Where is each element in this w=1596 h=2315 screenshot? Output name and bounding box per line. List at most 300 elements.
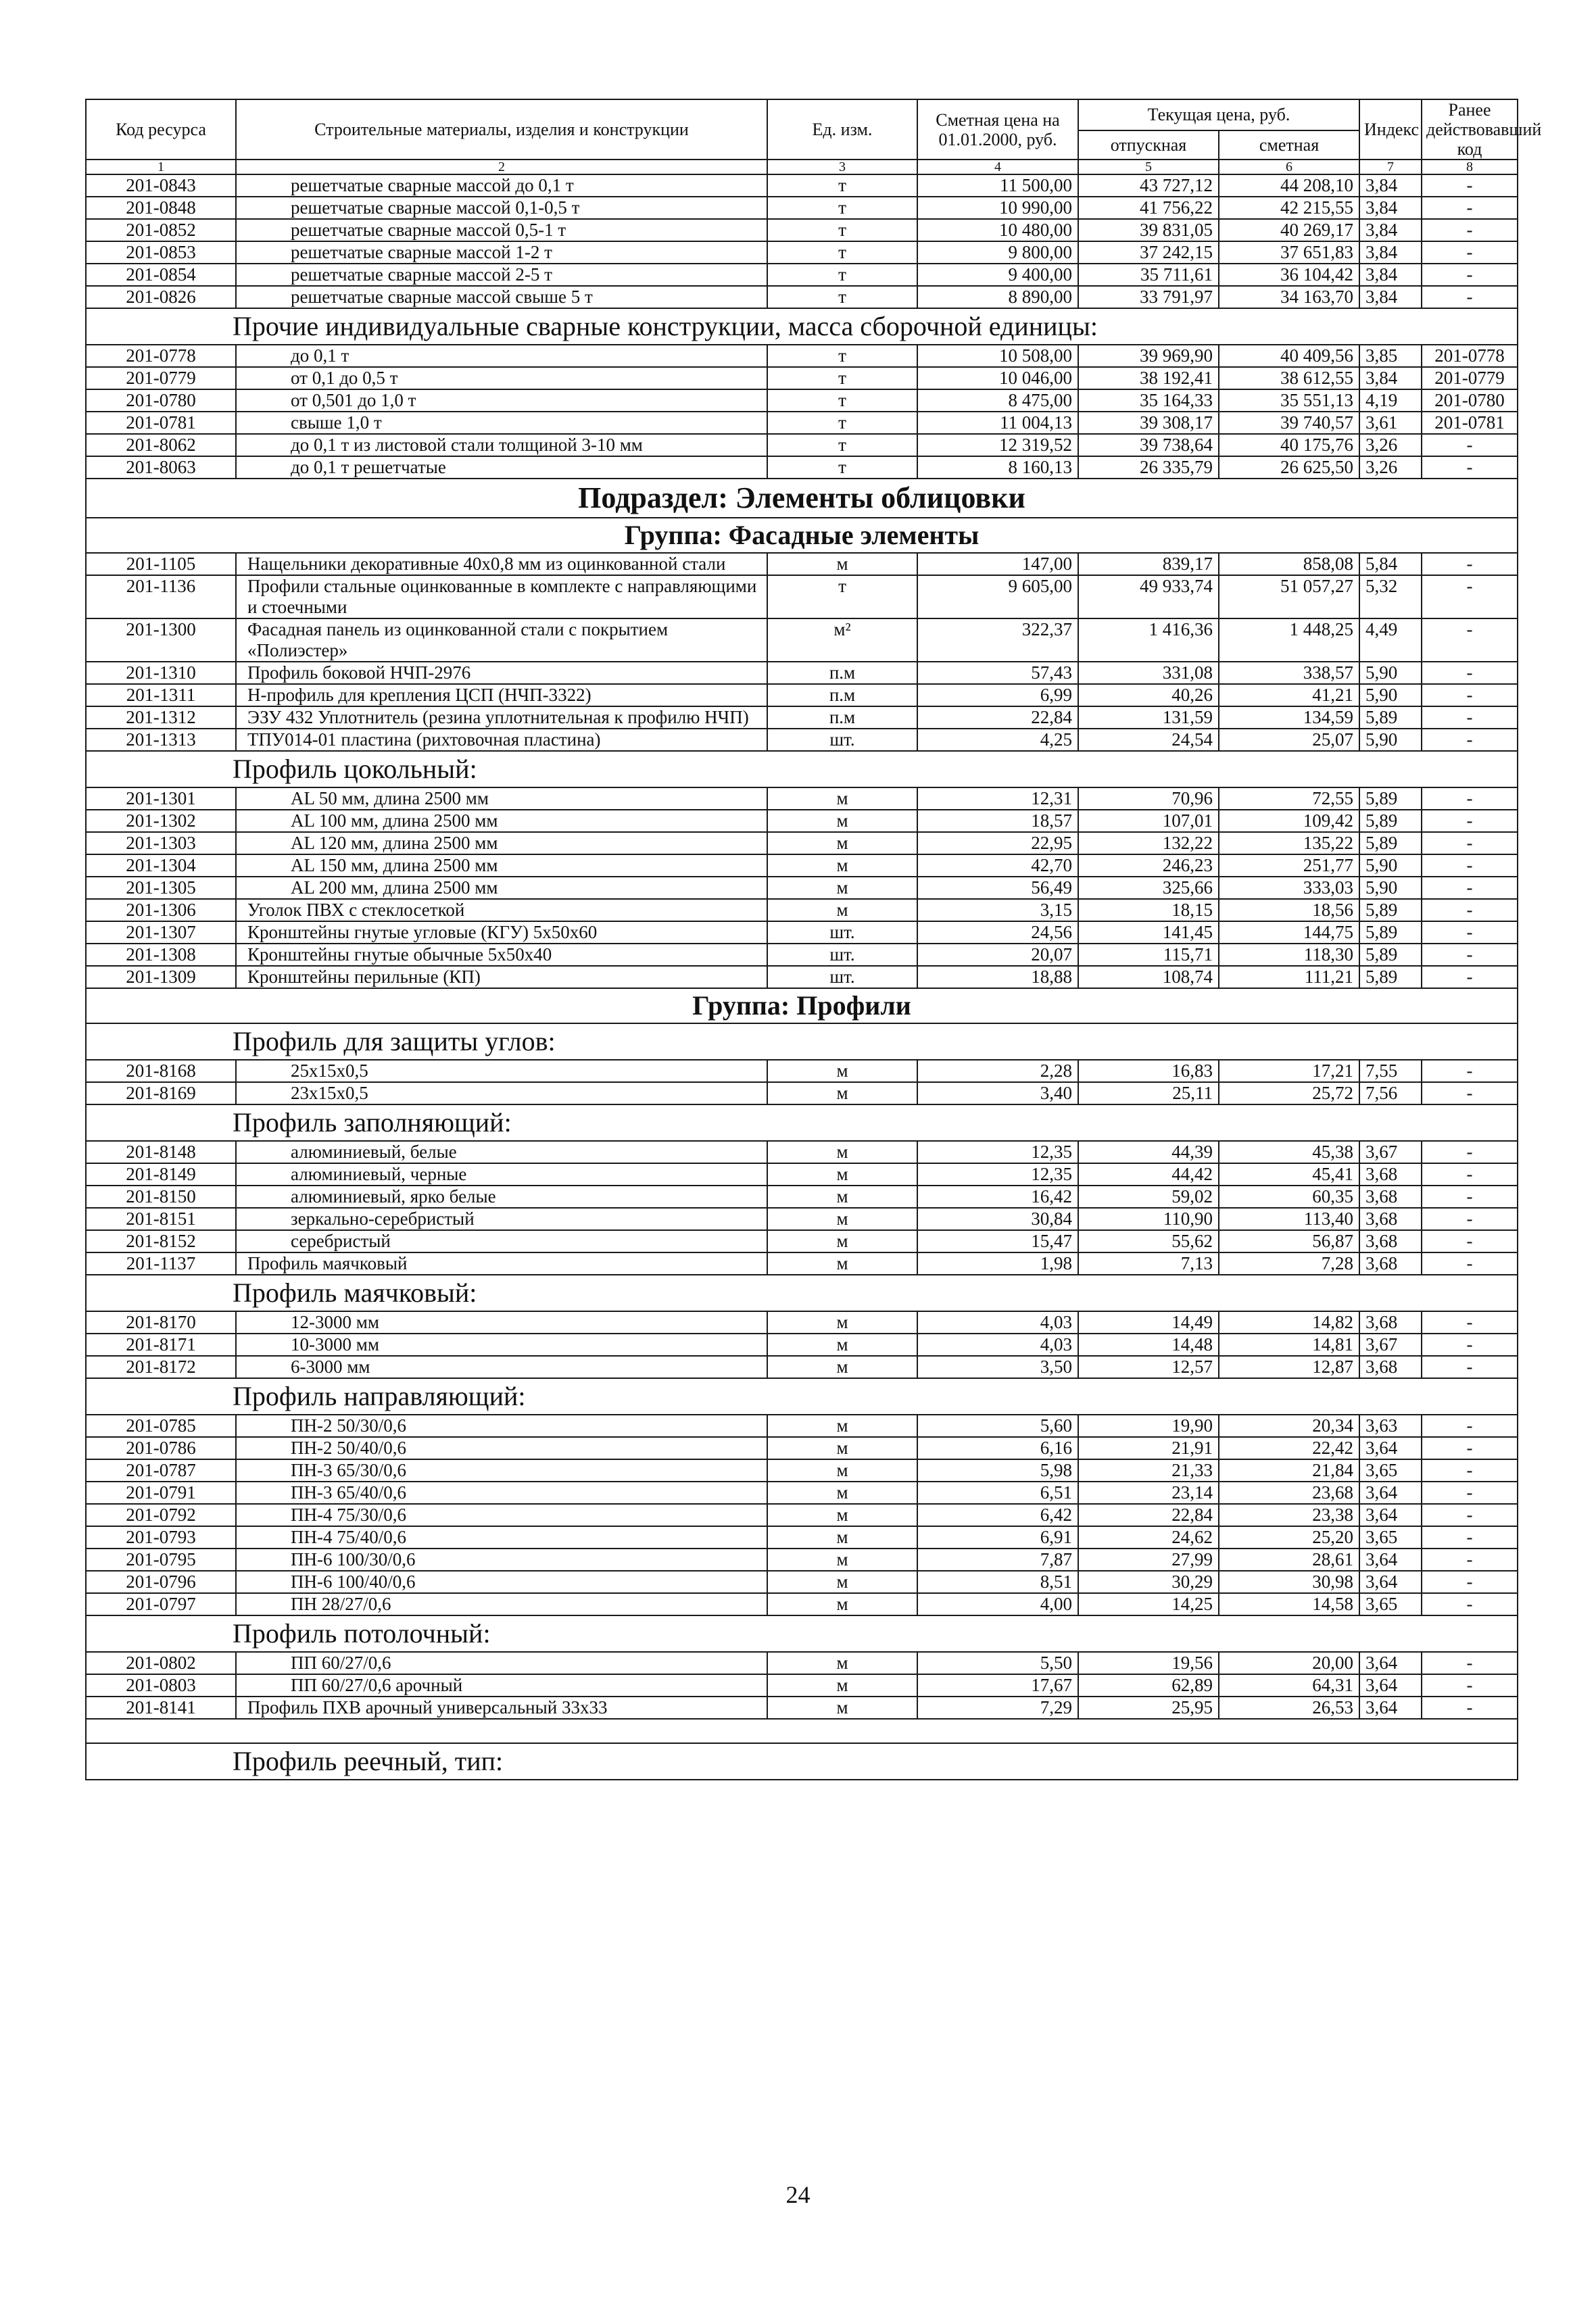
base-price: 4,03 bbox=[917, 1334, 1078, 1356]
table-row bbox=[86, 662, 1518, 684]
resource-code: 201-0797 bbox=[86, 1593, 236, 1615]
material-name: 12-3000 мм bbox=[236, 1311, 767, 1334]
estimate-price: 35 551,13 bbox=[1219, 389, 1359, 412]
resource-code: 201-0853 bbox=[86, 241, 236, 264]
release-price: 39 308,17 bbox=[1078, 412, 1219, 434]
estimate-price: 20,34 bbox=[1219, 1415, 1359, 1437]
material-name: решетчатые сварные массой 1-2 т bbox=[236, 241, 767, 264]
material-name: до 0,1 т из листовой стали толщиной 3-10 мм bbox=[236, 434, 767, 456]
release-price: 16,83 bbox=[1078, 1060, 1219, 1082]
table-row bbox=[86, 174, 1518, 197]
unit-of-measure: т bbox=[767, 389, 917, 412]
previous-code: - bbox=[1422, 219, 1518, 241]
material-name: зеркально-серебристый bbox=[236, 1208, 767, 1230]
subsection-row bbox=[86, 1378, 1518, 1415]
col-number: 7 bbox=[1359, 160, 1422, 174]
resource-code: 201-0780 bbox=[86, 389, 236, 412]
previous-code: - bbox=[1422, 966, 1518, 988]
release-price: 24,54 bbox=[1078, 729, 1219, 751]
previous-code: 201-0781 bbox=[1422, 412, 1518, 434]
previous-code: - bbox=[1422, 729, 1518, 751]
material-name: 10-3000 мм bbox=[236, 1334, 767, 1356]
release-price: 22,84 bbox=[1078, 1504, 1219, 1526]
price-index: 7,55 bbox=[1359, 1060, 1422, 1082]
resource-code: 201-1306 bbox=[86, 899, 236, 921]
estimate-price: 60,35 bbox=[1219, 1186, 1359, 1208]
table-row bbox=[86, 389, 1518, 412]
blank-row bbox=[86, 1719, 1518, 1743]
resource-code: 201-0792 bbox=[86, 1504, 236, 1526]
release-price: 70,96 bbox=[1078, 787, 1219, 810]
release-price: 33 791,97 bbox=[1078, 286, 1219, 308]
price-index: 5,32 bbox=[1359, 575, 1422, 618]
subsection-row bbox=[86, 1275, 1518, 1311]
group-title: Группа: Фасадные элементы bbox=[86, 518, 1518, 553]
estimate-price: 38 612,55 bbox=[1219, 367, 1359, 389]
col-header-code: Код ресурса bbox=[86, 99, 236, 160]
release-price: 55,62 bbox=[1078, 1230, 1219, 1252]
estimate-price: 14,82 bbox=[1219, 1311, 1359, 1334]
unit-of-measure: м bbox=[767, 1186, 917, 1208]
estimate-price: 39 740,57 bbox=[1219, 412, 1359, 434]
estimate-price: 40 269,17 bbox=[1219, 219, 1359, 241]
resource-code: 201-0852 bbox=[86, 219, 236, 241]
price-index: 5,90 bbox=[1359, 684, 1422, 706]
table-row bbox=[86, 456, 1518, 479]
previous-code: - bbox=[1422, 1163, 1518, 1186]
base-price: 322,37 bbox=[917, 618, 1078, 662]
base-price: 12,31 bbox=[917, 787, 1078, 810]
estimate-price: 20,00 bbox=[1219, 1652, 1359, 1674]
material-name: от 0,501 до 1,0 т bbox=[236, 389, 767, 412]
base-price: 7,29 bbox=[917, 1697, 1078, 1719]
release-price: 110,90 bbox=[1078, 1208, 1219, 1230]
estimate-price: 72,55 bbox=[1219, 787, 1359, 810]
base-price: 5,50 bbox=[917, 1652, 1078, 1674]
table-row bbox=[86, 1186, 1518, 1208]
base-price: 10 480,00 bbox=[917, 219, 1078, 241]
estimate-price: 118,30 bbox=[1219, 944, 1359, 966]
previous-code: - bbox=[1422, 832, 1518, 854]
estimate-price: 14,58 bbox=[1219, 1593, 1359, 1615]
table-row bbox=[86, 553, 1518, 575]
base-price: 42,70 bbox=[917, 854, 1078, 877]
base-price: 147,00 bbox=[917, 553, 1078, 575]
base-price: 12,35 bbox=[917, 1141, 1078, 1163]
base-price: 9 605,00 bbox=[917, 575, 1078, 618]
unit-of-measure: м bbox=[767, 1208, 917, 1230]
previous-code: - bbox=[1422, 1356, 1518, 1378]
resource-code: 201-0848 bbox=[86, 197, 236, 219]
release-price: 108,74 bbox=[1078, 966, 1219, 988]
resource-code: 201-8151 bbox=[86, 1208, 236, 1230]
resource-code: 201-8063 bbox=[86, 456, 236, 479]
base-price: 22,84 bbox=[917, 706, 1078, 729]
base-price: 4,03 bbox=[917, 1311, 1078, 1334]
estimate-price: 18,56 bbox=[1219, 899, 1359, 921]
material-name: Нащельники декоративные 40х0,8 мм из оцинкованной стали bbox=[236, 553, 767, 575]
table-row bbox=[86, 854, 1518, 877]
estimate-price: 111,21 bbox=[1219, 966, 1359, 988]
price-index: 3,64 bbox=[1359, 1482, 1422, 1504]
material-name: решетчатые сварные массой 2-5 т bbox=[236, 264, 767, 286]
release-price: 39 969,90 bbox=[1078, 345, 1219, 367]
previous-code: - bbox=[1422, 1697, 1518, 1719]
resource-code: 201-8149 bbox=[86, 1163, 236, 1186]
column-numbers-row bbox=[86, 160, 1518, 174]
previous-code: - bbox=[1422, 944, 1518, 966]
table-row bbox=[86, 1252, 1518, 1275]
unit-of-measure: м bbox=[767, 1571, 917, 1593]
table-body bbox=[86, 174, 1518, 1780]
resource-code: 201-0786 bbox=[86, 1437, 236, 1459]
group-row bbox=[86, 518, 1518, 553]
base-price: 12 319,52 bbox=[917, 434, 1078, 456]
release-price: 7,13 bbox=[1078, 1252, 1219, 1275]
unit-of-measure: м bbox=[767, 832, 917, 854]
base-price: 18,88 bbox=[917, 966, 1078, 988]
price-index: 3,65 bbox=[1359, 1526, 1422, 1549]
unit-of-measure: шт. bbox=[767, 729, 917, 751]
resource-code: 201-1309 bbox=[86, 966, 236, 988]
previous-code: 201-0779 bbox=[1422, 367, 1518, 389]
price-index: 5,84 bbox=[1359, 553, 1422, 575]
estimate-price: 338,57 bbox=[1219, 662, 1359, 684]
resource-code: 201-0802 bbox=[86, 1652, 236, 1674]
material-name: ПН 28/27/0,6 bbox=[236, 1593, 767, 1615]
page-number: 24 bbox=[785, 2181, 811, 2208]
price-index: 3,68 bbox=[1359, 1311, 1422, 1334]
unit-of-measure: м bbox=[767, 553, 917, 575]
base-price: 17,67 bbox=[917, 1674, 1078, 1697]
release-price: 115,71 bbox=[1078, 944, 1219, 966]
material-name: ПН-4 75/40/0,6 bbox=[236, 1526, 767, 1549]
unit-of-measure: т bbox=[767, 286, 917, 308]
estimate-price: 26,53 bbox=[1219, 1697, 1359, 1719]
col-header-index: Индекс bbox=[1359, 99, 1422, 160]
resource-code: 201-0779 bbox=[86, 367, 236, 389]
price-index: 5,89 bbox=[1359, 787, 1422, 810]
resource-code: 201-0803 bbox=[86, 1674, 236, 1697]
material-name: Профиль боковой НЧП-2976 bbox=[236, 662, 767, 684]
unit-of-measure: м bbox=[767, 1252, 917, 1275]
col-number: 4 bbox=[917, 160, 1078, 174]
previous-code: - bbox=[1422, 1415, 1518, 1437]
unit-of-measure: т bbox=[767, 575, 917, 618]
material-name: до 0,1 т решетчатые bbox=[236, 456, 767, 479]
subsection-row bbox=[86, 1615, 1518, 1652]
material-name: решетчатые сварные массой 0,5-1 т bbox=[236, 219, 767, 241]
estimate-price: 7,28 bbox=[1219, 1252, 1359, 1275]
resource-code: 201-1136 bbox=[86, 575, 236, 618]
previous-code: - bbox=[1422, 618, 1518, 662]
table-row bbox=[86, 1652, 1518, 1674]
resource-code: 201-1312 bbox=[86, 706, 236, 729]
previous-code: - bbox=[1422, 684, 1518, 706]
resource-code: 201-1304 bbox=[86, 854, 236, 877]
material-name: Профиль маячковый bbox=[236, 1252, 767, 1275]
price-index: 4,19 bbox=[1359, 389, 1422, 412]
unit-of-measure: м bbox=[767, 1549, 917, 1571]
estimate-price: 56,87 bbox=[1219, 1230, 1359, 1252]
release-price: 14,49 bbox=[1078, 1311, 1219, 1334]
price-index: 3,84 bbox=[1359, 174, 1422, 197]
material-name: 6-3000 мм bbox=[236, 1356, 767, 1378]
previous-code: - bbox=[1422, 662, 1518, 684]
subsection-title: Профиль потолочный: bbox=[86, 1615, 1518, 1652]
table-row bbox=[86, 264, 1518, 286]
estimate-price: 34 163,70 bbox=[1219, 286, 1359, 308]
previous-code: - bbox=[1422, 1082, 1518, 1104]
estimate-price: 1 448,25 bbox=[1219, 618, 1359, 662]
resource-code: 201-1300 bbox=[86, 618, 236, 662]
price-index: 3,68 bbox=[1359, 1252, 1422, 1275]
unit-of-measure: т bbox=[767, 241, 917, 264]
previous-code: - bbox=[1422, 1252, 1518, 1275]
unit-of-measure: м bbox=[767, 1652, 917, 1674]
price-index: 5,89 bbox=[1359, 706, 1422, 729]
resource-code: 201-1307 bbox=[86, 921, 236, 944]
previous-code: - bbox=[1422, 1571, 1518, 1593]
estimate-price: 25,72 bbox=[1219, 1082, 1359, 1104]
estimate-price: 36 104,42 bbox=[1219, 264, 1359, 286]
previous-code: - bbox=[1422, 1311, 1518, 1334]
resource-code: 201-0843 bbox=[86, 174, 236, 197]
resource-code: 201-0826 bbox=[86, 286, 236, 308]
material-name: ПП 60/27/0,6 bbox=[236, 1652, 767, 1674]
resource-code: 201-0781 bbox=[86, 412, 236, 434]
release-price: 132,22 bbox=[1078, 832, 1219, 854]
base-price: 7,87 bbox=[917, 1549, 1078, 1571]
estimate-price: 44 208,10 bbox=[1219, 174, 1359, 197]
table-row bbox=[86, 1549, 1518, 1571]
price-index: 5,90 bbox=[1359, 729, 1422, 751]
estimate-price: 134,59 bbox=[1219, 706, 1359, 729]
subsection-row bbox=[86, 1743, 1518, 1780]
previous-code: - bbox=[1422, 434, 1518, 456]
release-price: 62,89 bbox=[1078, 1674, 1219, 1697]
table-row bbox=[86, 787, 1518, 810]
table-row bbox=[86, 966, 1518, 988]
release-price: 49 933,74 bbox=[1078, 575, 1219, 618]
subsection-row bbox=[86, 308, 1518, 345]
price-index: 3,67 bbox=[1359, 1141, 1422, 1163]
resource-code: 201-0854 bbox=[86, 264, 236, 286]
estimate-price: 37 651,83 bbox=[1219, 241, 1359, 264]
base-price: 11 004,13 bbox=[917, 412, 1078, 434]
material-name: Кронштейны гнутые угловые (КГУ) 5х50х60 bbox=[236, 921, 767, 944]
previous-code: - bbox=[1422, 553, 1518, 575]
resource-code: 201-8168 bbox=[86, 1060, 236, 1082]
col-number: 2 bbox=[236, 160, 767, 174]
price-index: 5,90 bbox=[1359, 662, 1422, 684]
previous-code: - bbox=[1422, 456, 1518, 479]
material-name: ПН-4 75/30/0,6 bbox=[236, 1504, 767, 1526]
price-index: 3,64 bbox=[1359, 1437, 1422, 1459]
resource-code: 201-0793 bbox=[86, 1526, 236, 1549]
estimate-price: 14,81 bbox=[1219, 1334, 1359, 1356]
price-index: 3,84 bbox=[1359, 197, 1422, 219]
unit-of-measure: м bbox=[767, 1060, 917, 1082]
base-price: 6,42 bbox=[917, 1504, 1078, 1526]
price-index: 3,65 bbox=[1359, 1593, 1422, 1615]
unit-of-measure: м bbox=[767, 1311, 917, 1334]
material-name: Н-профиль для крепления ЦСП (НЧП-3322) bbox=[236, 684, 767, 706]
base-price: 8,51 bbox=[917, 1571, 1078, 1593]
price-table bbox=[85, 99, 1542, 1780]
release-price: 43 727,12 bbox=[1078, 174, 1219, 197]
price-index: 3,64 bbox=[1359, 1697, 1422, 1719]
table-row bbox=[86, 412, 1518, 434]
material-name: Кронштейны перильные (КП) bbox=[236, 966, 767, 988]
price-index: 3,84 bbox=[1359, 286, 1422, 308]
release-price: 18,15 bbox=[1078, 899, 1219, 921]
resource-code: 201-0785 bbox=[86, 1415, 236, 1437]
resource-code: 201-8148 bbox=[86, 1141, 236, 1163]
price-index: 5,89 bbox=[1359, 810, 1422, 832]
previous-code: - bbox=[1422, 1482, 1518, 1504]
col-header-unit: Ед. изм. bbox=[767, 99, 917, 160]
release-price: 37 242,15 bbox=[1078, 241, 1219, 264]
material-name: алюминиевый, ярко белые bbox=[236, 1186, 767, 1208]
unit-of-measure: т bbox=[767, 197, 917, 219]
price-index: 3,68 bbox=[1359, 1208, 1422, 1230]
unit-of-measure: т bbox=[767, 412, 917, 434]
release-price: 21,91 bbox=[1078, 1437, 1219, 1459]
unit-of-measure: м bbox=[767, 1482, 917, 1504]
release-price: 35 164,33 bbox=[1078, 389, 1219, 412]
table-row bbox=[86, 810, 1518, 832]
base-price: 3,15 bbox=[917, 899, 1078, 921]
estimate-price: 22,42 bbox=[1219, 1437, 1359, 1459]
unit-of-measure: п.м bbox=[767, 706, 917, 729]
previous-code: - bbox=[1422, 286, 1518, 308]
release-price: 35 711,61 bbox=[1078, 264, 1219, 286]
estimate-price: 40 175,76 bbox=[1219, 434, 1359, 456]
material-name: AL 100 мм, длина 2500 мм bbox=[236, 810, 767, 832]
price-index: 5,89 bbox=[1359, 944, 1422, 966]
unit-of-measure: т bbox=[767, 264, 917, 286]
material-name: ТПУ014-01 пластина (рихтовочная пластина) bbox=[236, 729, 767, 751]
subsection-title: Прочие индивидуальные сварные конструкции, масса сборочной единицы: bbox=[86, 308, 1518, 345]
price-index: 3,84 bbox=[1359, 264, 1422, 286]
material-name: решетчатые сварные массой свыше 5 т bbox=[236, 286, 767, 308]
base-price: 3,40 bbox=[917, 1082, 1078, 1104]
table-row bbox=[86, 1459, 1518, 1482]
previous-code: - bbox=[1422, 1186, 1518, 1208]
resource-code: 201-8169 bbox=[86, 1082, 236, 1104]
previous-code: - bbox=[1422, 1230, 1518, 1252]
unit-of-measure: м bbox=[767, 1504, 917, 1526]
table-row bbox=[86, 1415, 1518, 1437]
col-header-current-price: Текущая цена, руб. bbox=[1078, 99, 1359, 130]
subsection-title: Профиль цокольный: bbox=[86, 751, 1518, 787]
estimate-price: 30,98 bbox=[1219, 1571, 1359, 1593]
base-price: 10 990,00 bbox=[917, 197, 1078, 219]
estimate-price: 25,07 bbox=[1219, 729, 1359, 751]
subsection-title: Профиль заполняющий: bbox=[86, 1104, 1518, 1141]
unit-of-measure: м bbox=[767, 1163, 917, 1186]
price-index: 3,26 bbox=[1359, 434, 1422, 456]
resource-code: 201-1311 bbox=[86, 684, 236, 706]
unit-of-measure: м bbox=[767, 1674, 917, 1697]
previous-code: - bbox=[1422, 810, 1518, 832]
resource-code: 201-8150 bbox=[86, 1186, 236, 1208]
col-header-release: отпускная bbox=[1078, 130, 1219, 160]
unit-of-measure: м bbox=[767, 1141, 917, 1163]
release-price: 23,14 bbox=[1078, 1482, 1219, 1504]
unit-of-measure: м bbox=[767, 1459, 917, 1482]
previous-code: - bbox=[1422, 1060, 1518, 1082]
table-row bbox=[86, 1571, 1518, 1593]
release-price: 40,26 bbox=[1078, 684, 1219, 706]
table-row bbox=[86, 367, 1518, 389]
estimate-price: 25,20 bbox=[1219, 1526, 1359, 1549]
price-index: 3,65 bbox=[1359, 1459, 1422, 1482]
subdivision-title: Подраздел: Элементы облицовки bbox=[86, 479, 1518, 518]
price-index: 3,61 bbox=[1359, 412, 1422, 434]
price-index: 3,26 bbox=[1359, 456, 1422, 479]
release-price: 14,25 bbox=[1078, 1593, 1219, 1615]
unit-of-measure: шт. bbox=[767, 944, 917, 966]
base-price: 10 046,00 bbox=[917, 367, 1078, 389]
release-price: 131,59 bbox=[1078, 706, 1219, 729]
price-index: 3,68 bbox=[1359, 1163, 1422, 1186]
table-row bbox=[86, 241, 1518, 264]
base-price: 3,50 bbox=[917, 1356, 1078, 1378]
release-price: 25,11 bbox=[1078, 1082, 1219, 1104]
resource-code: 201-8171 bbox=[86, 1334, 236, 1356]
estimate-price: 23,38 bbox=[1219, 1504, 1359, 1526]
unit-of-measure: шт. bbox=[767, 921, 917, 944]
previous-code: - bbox=[1422, 1549, 1518, 1571]
table-row bbox=[86, 1437, 1518, 1459]
estimate-price: 45,38 bbox=[1219, 1141, 1359, 1163]
material-name: ПН-6 100/40/0,6 bbox=[236, 1571, 767, 1593]
release-price: 25,95 bbox=[1078, 1697, 1219, 1719]
unit-of-measure: м bbox=[767, 1334, 917, 1356]
col-number: 5 bbox=[1078, 160, 1219, 174]
subsection-row bbox=[86, 1104, 1518, 1141]
price-index: 5,90 bbox=[1359, 854, 1422, 877]
table-row bbox=[86, 1697, 1518, 1719]
material-name: Фасадная панель из оцинкованной стали с покрытием «Полиэстер» bbox=[236, 618, 767, 662]
previous-code: - bbox=[1422, 1459, 1518, 1482]
base-price: 8 475,00 bbox=[917, 389, 1078, 412]
col-header-base-price: Сметная цена на 01.01.2000, руб. bbox=[917, 99, 1078, 160]
material-name: ЭЗУ 432 Уплотнитель (резина уплотнительная к профилю НЧП) bbox=[236, 706, 767, 729]
release-price: 30,29 bbox=[1078, 1571, 1219, 1593]
base-price: 22,95 bbox=[917, 832, 1078, 854]
unit-of-measure: м bbox=[767, 1593, 917, 1615]
release-price: 14,48 bbox=[1078, 1334, 1219, 1356]
price-index: 3,64 bbox=[1359, 1549, 1422, 1571]
resource-code: 201-0791 bbox=[86, 1482, 236, 1504]
estimate-price: 113,40 bbox=[1219, 1208, 1359, 1230]
table-row bbox=[86, 1526, 1518, 1549]
estimate-price: 333,03 bbox=[1219, 877, 1359, 899]
col-number: 6 bbox=[1219, 160, 1359, 174]
material-name: от 0,1 до 0,5 т bbox=[236, 367, 767, 389]
previous-code: - bbox=[1422, 1526, 1518, 1549]
estimate-price: 40 409,56 bbox=[1219, 345, 1359, 367]
price-index: 3,64 bbox=[1359, 1571, 1422, 1593]
table-row bbox=[86, 877, 1518, 899]
release-price: 141,45 bbox=[1078, 921, 1219, 944]
subsection-row bbox=[86, 751, 1518, 787]
table-row bbox=[86, 899, 1518, 921]
col-header-prev-code: Ранее действовавший код bbox=[1422, 99, 1518, 160]
